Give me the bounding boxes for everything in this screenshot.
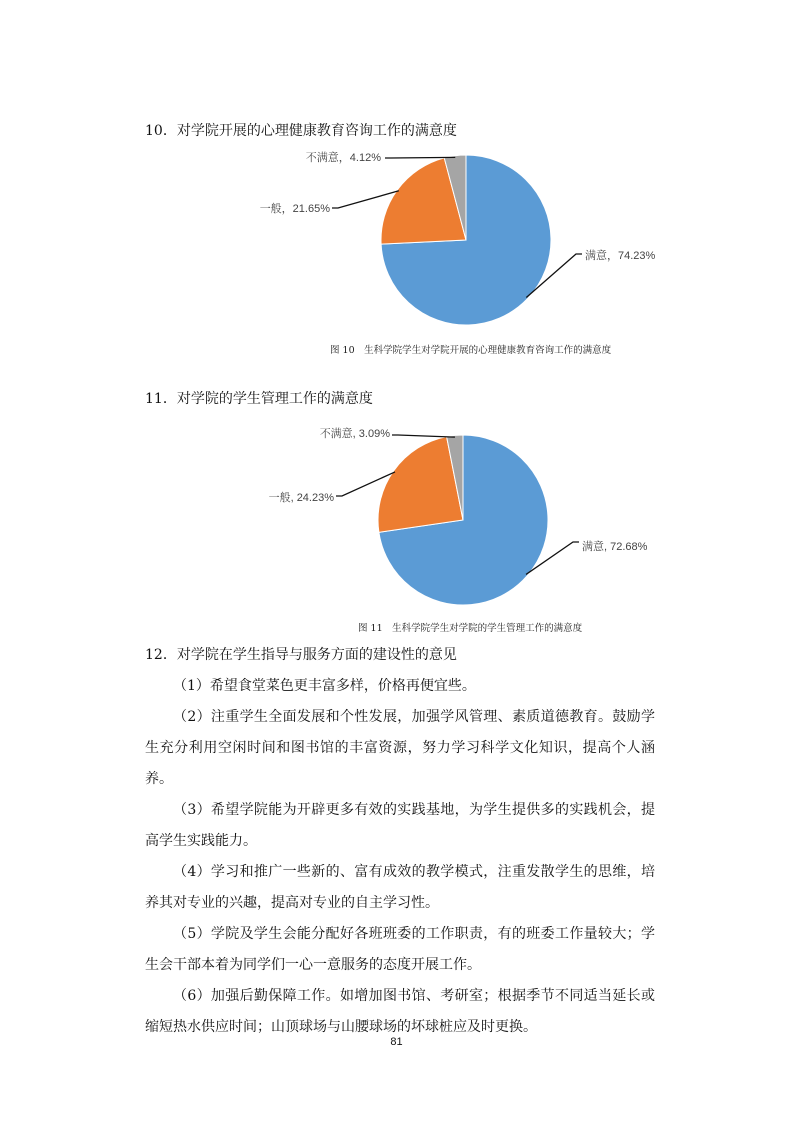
data-label-0: 满意, 72.68% bbox=[582, 541, 648, 553]
section-11-heading: 11．对学院的学生管理工作的满意度 bbox=[145, 391, 373, 407]
suggestion-item: （5）学院及学生会能分配好各班班委的工作职责，有的班委工作量较大；学生会干部本着为同学们一心一意服务的态度开展工作。 bbox=[145, 926, 655, 973]
suggestion-item: （4）学习和推广一些新的、富有成效的教学模式，注重发散学生的思维，培养其对专业的兴趣，提高对专业的自主学习性。 bbox=[145, 864, 655, 911]
suggestion-item: （6）加强后勤保障工作。如增加图书馆、考研室；根据季节不同适当延长或缩短热水供应时间；山顶球场与山腰球场的坏球桩应及时更换。 bbox=[145, 988, 655, 1035]
figure-10-caption: 图 10 生科学院学生对学院开展的心理健康教育咨询工作的满意度 bbox=[330, 345, 612, 356]
data-label-1: 一般，21.65% bbox=[259, 203, 330, 215]
data-label-1: 一般, 24.23% bbox=[268, 492, 334, 504]
figure-11-caption: 图 11 生科学院学生对学院的学生管理工作的满意度 bbox=[358, 623, 583, 634]
pie-chart-student-management-satisfaction bbox=[230, 420, 710, 620]
suggestion-item: （2）注重学生全面发展和个性发展，加强学风管理、素质道德教育。鼓励学生充分利用空闲时间和图书馆的丰富资源，努力学习科学文化知识，提高个人涵养。 bbox=[145, 709, 655, 787]
section-12-heading: 12．对学院在学生指导与服务方面的建设性的意见 bbox=[145, 647, 457, 663]
suggestion-item: （1）希望食堂菜色更丰富多样，价格再便宜些。 bbox=[173, 678, 476, 694]
leader-line-2 bbox=[385, 157, 455, 158]
leader-line-2 bbox=[392, 435, 455, 437]
data-label-2: 不满意, 3.09% bbox=[319, 428, 390, 440]
pie-chart-counseling-satisfaction bbox=[230, 140, 710, 340]
section-12-suggestions bbox=[145, 640, 655, 1043]
section-10-heading: 10．对学院开展的心理健康教育咨询工作的满意度 bbox=[145, 123, 457, 139]
page-number: 81 bbox=[390, 1036, 403, 1048]
data-label-0: 满意，74.23% bbox=[585, 250, 656, 262]
suggestion-item: （3）希望学院能为开辟更多有效的实践基地，为学生提供多的实践机会，提高学生实践能力。 bbox=[145, 802, 655, 849]
data-label-2: 不满意，4.12% bbox=[305, 152, 381, 164]
